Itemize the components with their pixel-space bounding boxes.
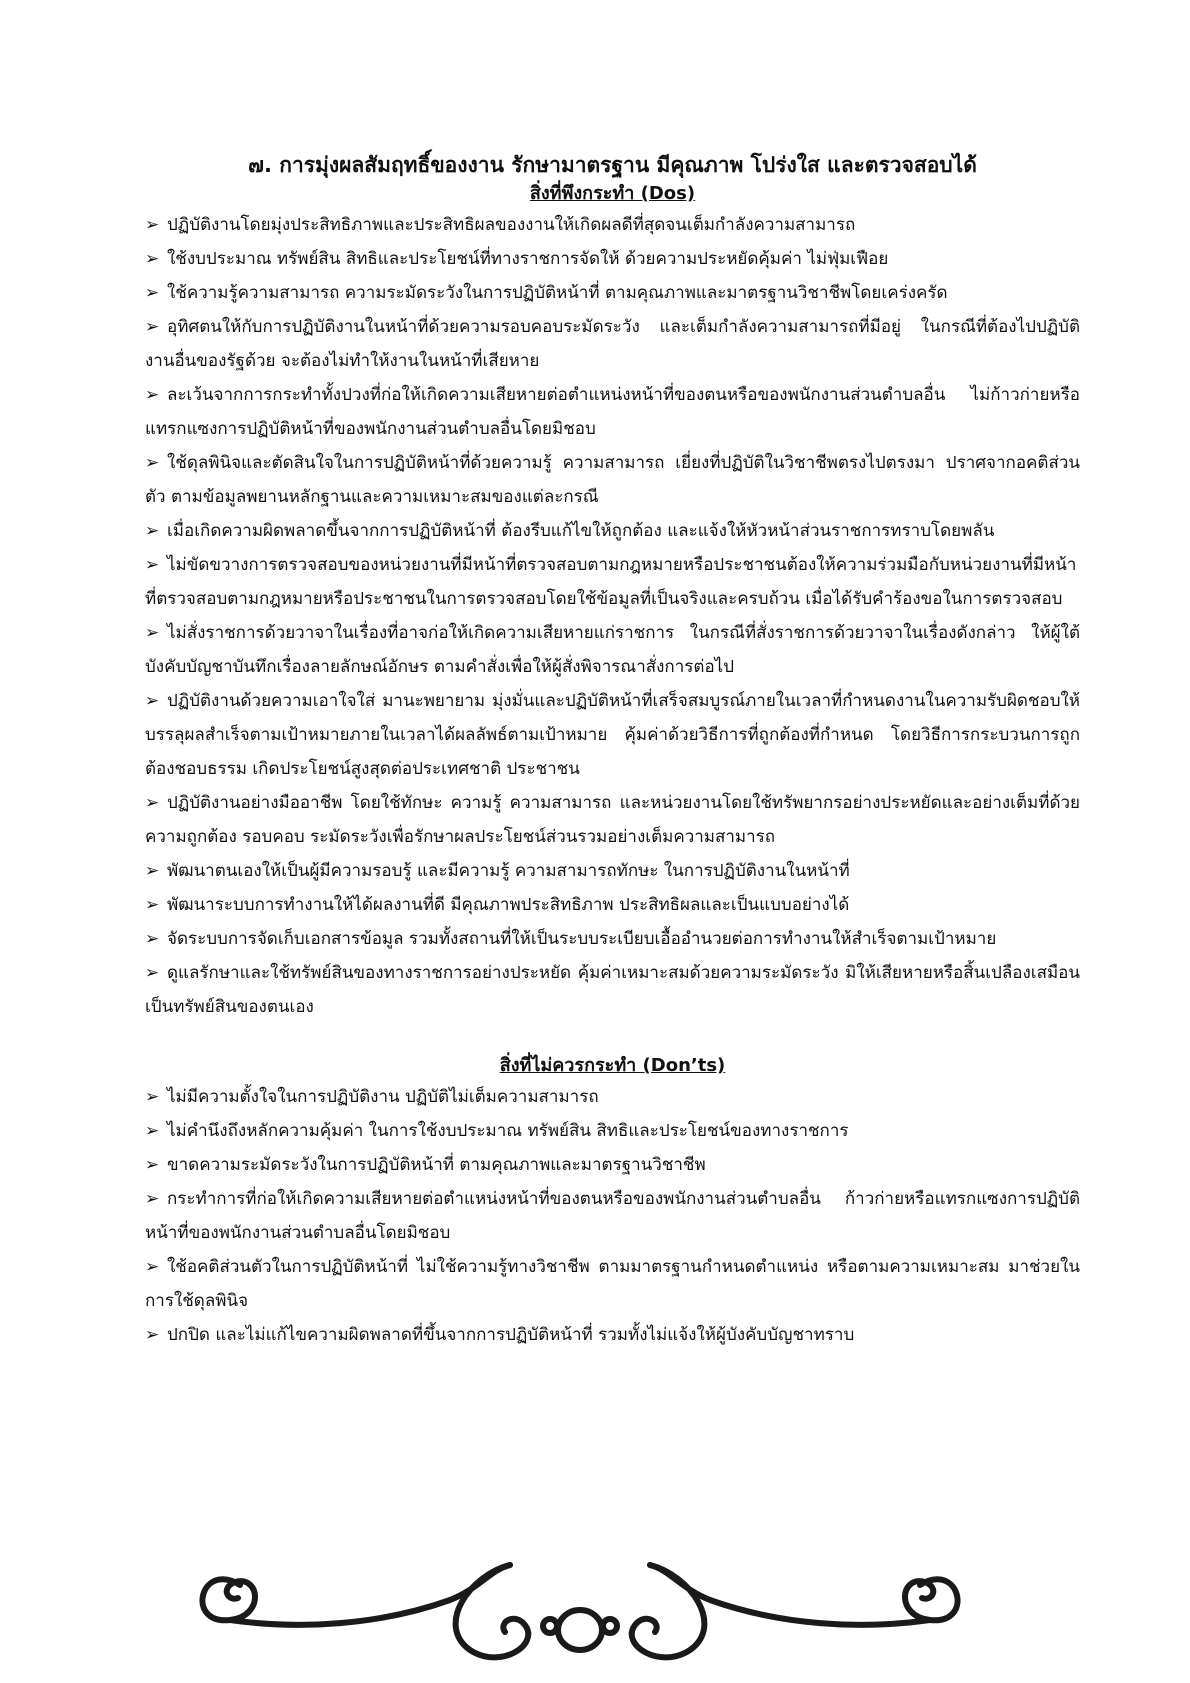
donts-item [145, 1080, 1080, 1114]
dos-item-text: ละเว้นจากการกระทำทั้งปวงที่ก่อให้เกิดความเสียหายต่อตำแหน่งหน้าที่ของตนหรือของพนักงานส่วนตำบลอื่น ไม่ก้าวก่ายหรือแทรกแซงการปฏิบัติหน้าที่ของพนักงานส่วนตำบลอื่นโดยมิชอบ [145, 385, 1080, 439]
dos-item-text: ใช้ความรู้ความสามารถ ความระมัดระวังในการปฏิบัติหน้าที่ ตามคุณภาพและมาตรฐานวิชาชีพโดยเคร่งครัด [167, 283, 948, 303]
dos-item-text: ใช้งบประมาณ ทรัพย์สิน สิทธิและประโยชน์ที่ทางราชการจัดให้ ด้วยความประหยัดคุ้มค่า ไม่ฟุ่มเฟือย [167, 249, 889, 269]
donts-item [145, 1148, 1080, 1182]
dos-item-text: ดูแลรักษาและใช้ทรัพย์สินของทางราชการอย่างประหยัด คุ้มค่าเหมาะสมด้วยความระมัดระวัง มิให้เสียหายหรือสิ้นเปลืองเสมือนเป็นทรัพย์สินของตนเอง [145, 963, 1080, 1017]
arrow-bullet-icon: ➢ [145, 215, 160, 235]
dos-item [145, 310, 1080, 378]
dos-item-text: เมื่อเกิดความผิดพลาดขึ้นจากการปฏิบัติหน้าที่ ต้องรีบแก้ไขให้ถูกต้อง และแจ้งให้หัวหน้าส่วนราชการทราบโดยพลัน [167, 521, 995, 541]
donts-item-text: ไม่คำนึงถึงหลักความคุ้มค่า ในการใช้งบประมาณ ทรัพย์สิน สิทธิและประโยชน์ของทางราชการ [167, 1121, 849, 1141]
arrow-bullet-icon: ➢ [145, 963, 160, 983]
donts-item-text: ไม่มีความตั้งใจในการปฏิบัติงาน ปฏิบัติไม่เต็มความสามารถ [167, 1087, 599, 1107]
dos-item-text: พัฒนาระบบการทำงานให้ได้ผลงานที่ดี มีคุณภาพประสิทธิภาพ ประสิทธิผลและเป็นแบบอย่างได้ [167, 895, 850, 915]
dos-heading: สิ่งที่พึงกระทำ (Dos) [529, 183, 696, 204]
arrow-bullet-icon: ➢ [145, 895, 160, 915]
donts-list [145, 1080, 1080, 1352]
arrow-bullet-icon: ➢ [145, 861, 160, 881]
dos-item-text: ปฏิบัติงานโดยมุ่งประสิทธิภาพและประสิทธิผลของงานให้เกิดผลดีที่สุดจนเต็มกำลังความสามารถ [167, 215, 856, 235]
dos-item [145, 378, 1080, 446]
dos-item [145, 854, 1080, 888]
dos-item [145, 276, 1080, 310]
arrow-bullet-icon: ➢ [145, 929, 160, 949]
arrow-bullet-icon: ➢ [145, 1121, 160, 1141]
scroll-flourish-ornament-icon [180, 1530, 980, 1670]
dos-item-text: ไม่สั่งราชการด้วยวาจาในเรื่องที่อาจก่อให้เกิดความเสียหายแก่ราชการ ในกรณีที่สั่งราชการด้วยวาจาในเรื่องดังกล่าว ให้ผู้ใต้บังคับบัญชาบันทึกเรื่องลายลักษณ์อักษร ตามคำสั่งเพื่อให้ผู้สั่งพิจารณาสั่งการต่อไป [145, 623, 1080, 677]
dos-item [145, 616, 1080, 684]
donts-item-text: ใช้อคติส่วนตัวในการปฏิบัติหน้าที่ ไม่ใช้ความรู้ทางวิชาชีพ ตามมาตรฐานกำหนดตำแหน่ง หรือตามความเหมาะสม มาช่วยในการใช้ดุลพินิจ [145, 1257, 1080, 1311]
donts-item-text: ขาดความระมัดระวังในการปฏิบัติหน้าที่ ตามคุณภาพและมาตรฐานวิชาชีพ [167, 1155, 706, 1175]
donts-item [145, 1114, 1080, 1148]
dos-item-text: ปฏิบัติงานอย่างมืออาชีพ โดยใช้ทักษะ ความรู้ ความสามารถ และหน่วยงานโดยใช้ทรัพยากรอย่างประหยัดและอย่างเต็มที่ด้วยความถูกต้อง รอบคอบ ระมัดระวังเพื่อรักษาผลประโยชน์ส่วนรวมอย่างเต็มความสามารถ [145, 793, 1080, 847]
arrow-bullet-icon: ➢ [145, 521, 160, 541]
arrow-bullet-icon: ➢ [145, 385, 160, 405]
page-title: ๗. การมุ่งผลสัมฤทธิ์ของงาน รักษามาตรฐาน มีคุณภาพ โปร่งใส และตรวจสอบได้ [248, 153, 977, 177]
dos-item [145, 242, 1080, 276]
arrow-bullet-icon: ➢ [145, 1189, 160, 1209]
dos-item-text: อุทิศตนให้กับการปฏิบัติงานในหน้าที่ด้วยความรอบคอบระมัดระวัง และเต็มกำลังความสามารถที่มีอยู่ ในกรณีที่ต้องไปปฏิบัติงานอื่นของรัฐด้วย จะต้องไม่ทำให้งานในหน้าที่เสียหาย [145, 317, 1080, 371]
donts-item [145, 1318, 1080, 1352]
arrow-bullet-icon: ➢ [145, 1257, 160, 1277]
dos-item [145, 446, 1080, 514]
dos-item [145, 208, 1080, 242]
dos-item [145, 514, 1080, 548]
dos-item-text: ไม่ขัดขวางการตรวจสอบของหน่วยงานที่มีหน้าที่ตรวจสอบตามกฎหมายหรือประชาชนต้องให้ความร่วมมือกับหน่วยงานที่มีหน้าที่ตรวจสอบตามกฎหมายหรือประชาชนในการตรวจสอบโดยใช้ข้อมูลที่เป็นจริงและครบถ้วน เมื่อได้รับคำร้องขอในการตรวจสอบ [145, 555, 1077, 609]
dos-item-text: ใช้ดุลพินิจและตัดสินใจในการปฏิบัติหน้าที่ด้วยความรู้ ความสามารถ เยี่ยงที่ปฏิบัติในวิชาชีพตรงไปตรงมา ปราศจากอคติส่วนตัว ตามข้อมูลพยานหลักฐานและความเหมาะสมของแต่ละกรณี [145, 453, 1080, 507]
dos-item [145, 786, 1080, 854]
donts-item [145, 1250, 1080, 1318]
document-body [145, 150, 1080, 1352]
dos-item [145, 888, 1080, 922]
donts-heading: สิ่งที่ไม่ควรกระทำ (Don’ts) [499, 1055, 726, 1076]
arrow-bullet-icon: ➢ [145, 1087, 160, 1107]
dos-item-text: พัฒนาตนเองให้เป็นผู้มีความรอบรู้ และมีความรู้ ความสามารถทักษะ ในการปฏิบัติงานในหน้าที่ [167, 861, 850, 881]
donts-item-text: ปกปิด และไม่แก้ไขความผิดพลาดที่ขึ้นจากการปฏิบัติหน้าที่ รวมทั้งไม่แจ้งให้ผู้บังคับบัญชาทราบ [167, 1325, 855, 1345]
arrow-bullet-icon: ➢ [145, 1155, 160, 1175]
arrow-bullet-icon: ➢ [145, 283, 160, 303]
dos-item [145, 922, 1080, 956]
dos-item [145, 956, 1080, 1024]
donts-item [145, 1182, 1080, 1250]
arrow-bullet-icon: ➢ [145, 555, 160, 575]
arrow-bullet-icon: ➢ [145, 623, 160, 643]
dos-item-text: ปฏิบัติงานด้วยความเอาใจใส่ มานะพยายาม มุ่งมั่นและปฏิบัติหน้าที่เสร็จสมบูรณ์ภายในเวลาที่กำหนดงานในความรับผิดชอบให้บรรลุผลสำเร็จตามเป้าหมายภายในเวลาได้ผลลัพธ์ตามเป้าหมาย คุ้มค่าด้วยวิธีการที่ถูกต้องที่กำหนด โดยวิธีการกระบวนการถูกต้องชอบธรรม เกิดประโยชน์สูงสุดต่อประเทศชาติ ประชาชน [145, 691, 1080, 779]
donts-item-text: กระทำการที่ก่อให้เกิดความเสียหายต่อตำแหน่งหน้าที่ของตนหรือของพนักงานส่วนตำบลอื่น ก้าวก่ายหรือแทรกแซงการปฏิบัติหน้าที่ของพนักงานส่วนตำบลอื่นโดยมิชอบ [145, 1189, 1080, 1243]
arrow-bullet-icon: ➢ [145, 317, 160, 337]
arrow-bullet-icon: ➢ [145, 1325, 160, 1345]
dos-item [145, 548, 1080, 616]
dos-item [145, 684, 1080, 786]
arrow-bullet-icon: ➢ [145, 691, 160, 711]
dos-item-text: จัดระบบการจัดเก็บเอกสารข้อมูล รวมทั้งสถานที่ให้เป็นระบบระเบียบเอื้ออำนวยต่อการทำงานให้สำเร็จตามเป้าหมาย [167, 929, 997, 949]
dos-list [145, 208, 1080, 1024]
arrow-bullet-icon: ➢ [145, 793, 160, 813]
arrow-bullet-icon: ➢ [145, 453, 160, 473]
arrow-bullet-icon: ➢ [145, 249, 160, 269]
